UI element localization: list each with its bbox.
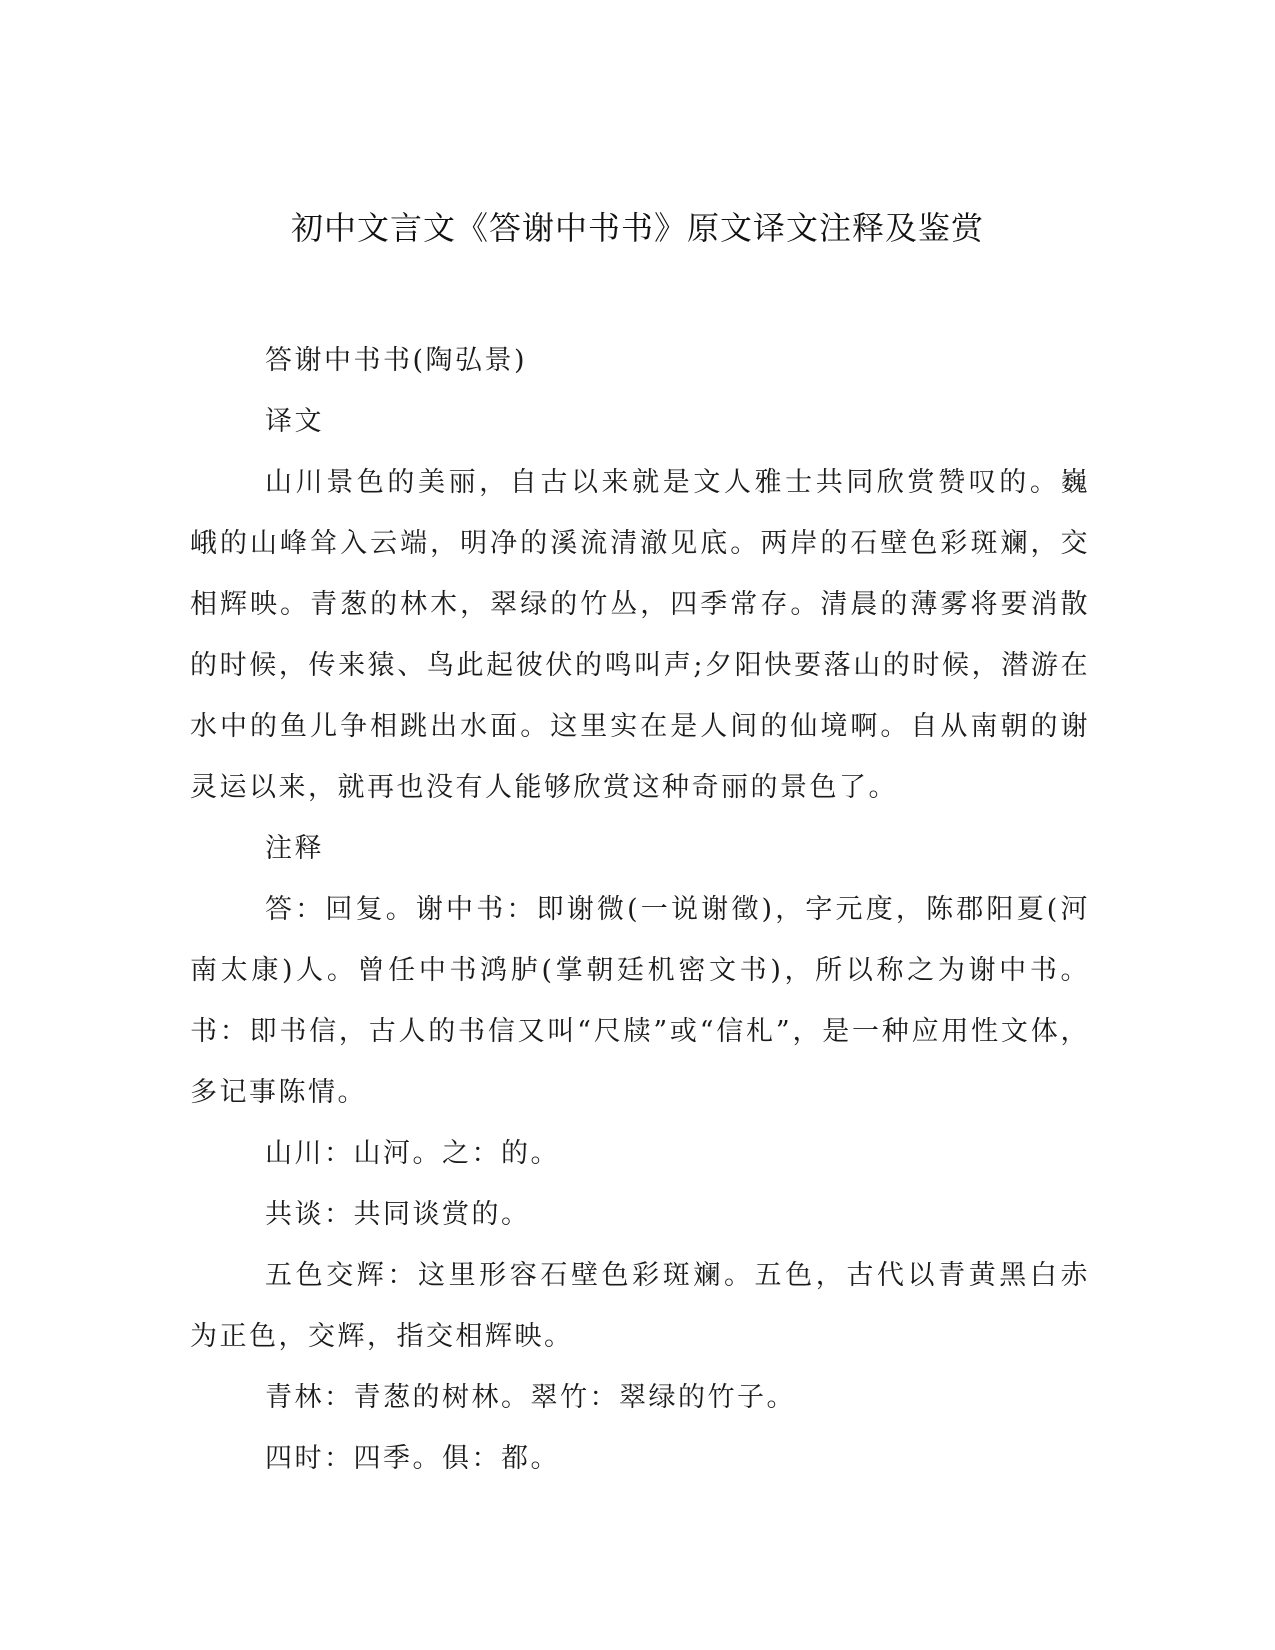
paragraph-note: 四时：四季。俱：都。	[265, 1443, 560, 1474]
document-title: 初中文言文《答谢中书书》原文译文注释及鉴赏	[290, 209, 984, 247]
paragraph-note: 共谈：共同谈赏的。	[265, 1199, 531, 1230]
paragraph-heading-translation: 译文	[265, 406, 324, 437]
paragraph-note: 答：回复。谢中书：即谢微(一说谢徵)，字元度，陈郡阳夏(河南太康)人。曾任中书鸿胪(掌朝廷机密文书)，所以称之为谢中书。书：即书信，古人的书信又叫“尺牍”或“信札”，是一种应用性文体，多记事陈情。	[190, 894, 1090, 1108]
paragraph-heading-title-author: 答谢中书书(陶弘景)	[265, 345, 528, 376]
paragraph-note: 山川：山河。之：的。	[265, 1138, 560, 1169]
document-body	[190, 330, 1090, 1489]
paragraph-heading-notes: 注释	[265, 833, 324, 864]
paragraph-note: 五色交辉：这里形容石壁色彩斑斓。五色，古代以青黄黑白赤为正色，交辉，指交相辉映。	[190, 1260, 1090, 1352]
paragraph-note: 青林：青葱的树林。翠竹：翠绿的竹子。	[265, 1382, 796, 1413]
paragraph-translation: 山川景色的美丽，自古以来就是文人雅士共同欣赏赞叹的。巍峨的山峰耸入云端，明净的溪流清澈见底。两岸的石壁色彩斑斓，交相辉映。青葱的林木，翠绿的竹丛，四季常存。清晨的薄雾将要消散的时候，传来猿、鸟此起彼伏的鸣叫声;夕阳快要落山的时候，潜游在水中的鱼儿争相跳出水面。这里实在是人间的仙境啊。自从南朝的谢灵运以来，就再也没有人能够欣赏这种奇丽的景色了。	[190, 467, 1090, 803]
